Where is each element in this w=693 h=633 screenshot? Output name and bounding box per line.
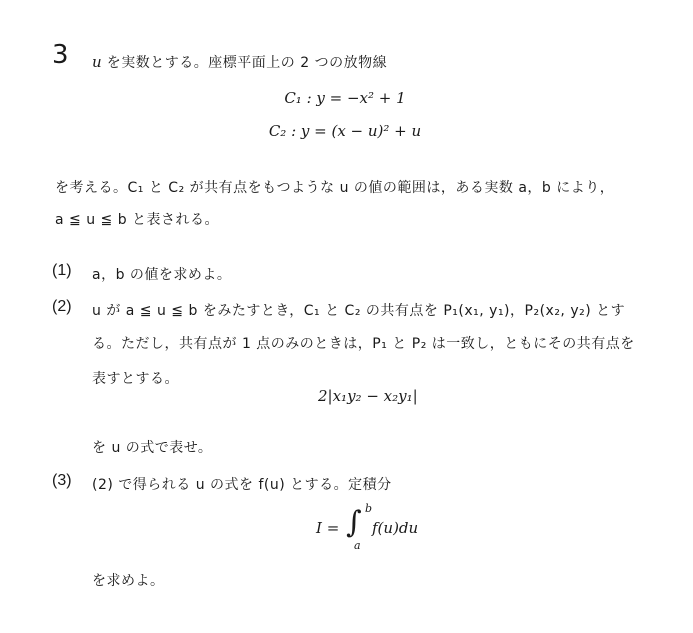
intro-text: を実数とする。座標平面上の 2 つの放物線: [106, 55, 388, 71]
part-3-line-2: を求めよ。: [92, 573, 165, 589]
paragraph-line-2: a ≦ u ≦ b と表される。: [55, 212, 220, 228]
equation-c2: C₂ : y = (x − u)² + u: [268, 122, 422, 140]
part-2-line-2: る。ただし，共有点が 1 点のみのときは，P₁ と P₂ は一致し，ともにその共有点を: [92, 336, 635, 352]
part-2-line-3: 表すとする。: [92, 371, 179, 387]
intro-line: [92, 52, 387, 72]
integral-lhs: I =: [316, 519, 340, 537]
part-2-line-4: を u の式で表せ。: [92, 440, 213, 456]
problem-number: 3: [52, 40, 69, 70]
integral-upper-limit: b: [365, 502, 373, 515]
integral-sign: ∫: [346, 505, 362, 540]
integral-formula: [316, 502, 456, 555]
part-3-line-1: (2) で得られる u の式を f(u) とする。定積分: [92, 477, 392, 493]
part-1-text: a，b の値を求めよ。: [92, 267, 232, 283]
equation-c1: C₁ : y = −x² + 1: [284, 89, 406, 107]
integral-integrand: f(u)du: [372, 519, 419, 537]
part-2-label: (2): [52, 298, 72, 315]
part-2-formula: 2|x₁y₂ − x₂y₁|: [318, 387, 418, 405]
paragraph-line-1: を考える。C₁ と C₂ が共有点をもつような u の値の範囲は，ある実数 a，b により，: [55, 180, 615, 196]
intro-variable: u: [92, 53, 102, 71]
part-3-label: (3): [52, 472, 72, 489]
part-1-label: (1): [52, 262, 72, 279]
integral-lower-limit: a: [354, 539, 361, 552]
part-2-line-1: u が a ≦ u ≦ b をみたすとき，C₁ と C₂ の共有点を P₁(x₁, y₁)，P₂(x₂, y₂) とす: [92, 303, 626, 319]
